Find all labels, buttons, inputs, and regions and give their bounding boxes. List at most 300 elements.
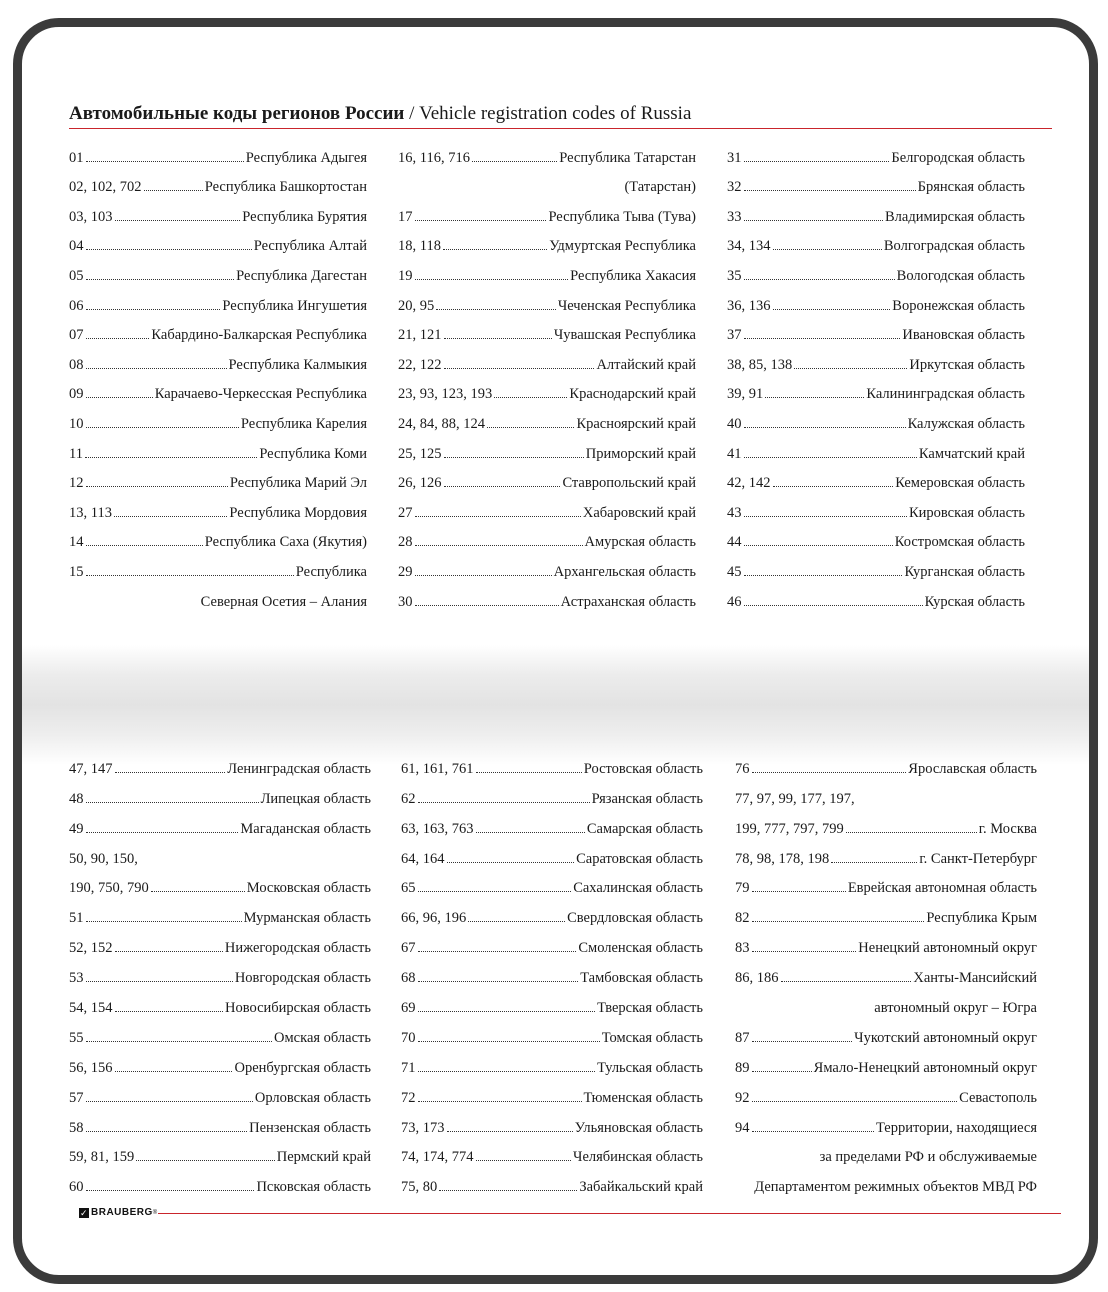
- region-name: Республика Саха (Якутия): [204, 534, 367, 551]
- region-name: Департаментом режимных объектов МВД РФ: [754, 1179, 1037, 1196]
- region-name: Республика Мордовия: [229, 504, 367, 521]
- region-row: [401, 778, 703, 808]
- region-name: Республика Карелия: [240, 415, 367, 432]
- region-row: [401, 838, 703, 868]
- region-code: 49: [69, 820, 84, 837]
- region-row: [69, 581, 367, 611]
- region-row: [69, 522, 367, 552]
- region-row: [727, 255, 1025, 285]
- dot-leader: [744, 457, 917, 458]
- region-name: Астраханская область: [560, 593, 696, 610]
- region-row: [401, 897, 703, 927]
- region-code: 71: [401, 1059, 416, 1076]
- dot-leader: [86, 161, 244, 162]
- region-code: 07: [69, 327, 84, 344]
- title-divider: [69, 128, 1052, 129]
- dot-leader: [744, 220, 884, 221]
- dot-leader: [86, 279, 235, 280]
- dot-leader: [773, 249, 882, 250]
- dot-leader: [86, 486, 228, 487]
- region-code: 43: [727, 504, 742, 521]
- region-name: Республика Марий Эл: [229, 475, 367, 492]
- region-row: [398, 522, 696, 552]
- region-code: 33: [727, 208, 742, 225]
- region-name: Московская область: [246, 880, 371, 897]
- region-code: 50, 90, 150,: [69, 850, 138, 867]
- region-row: [398, 403, 696, 433]
- dot-leader: [86, 1190, 255, 1191]
- region-name: Сахалинская область: [573, 880, 703, 897]
- region-name: Тюменская область: [583, 1089, 703, 1106]
- dot-leader: [444, 486, 561, 487]
- region-code: 36, 136: [727, 297, 771, 314]
- region-code: 05: [69, 267, 84, 284]
- region-code: 65: [401, 880, 416, 897]
- region-name: Курганская область: [904, 563, 1025, 580]
- region-row: [401, 1107, 703, 1137]
- dot-leader: [752, 1101, 958, 1102]
- region-name: Кемеровская область: [895, 475, 1025, 492]
- region-row: [398, 492, 696, 522]
- region-row: [727, 167, 1025, 197]
- region-name: Свердловская область: [567, 910, 703, 927]
- region-name: Иркутская область: [909, 356, 1025, 373]
- region-code: 16, 116, 716: [398, 149, 470, 166]
- region-row: [401, 1137, 703, 1167]
- region-code: 42, 142: [727, 475, 771, 492]
- region-row: [735, 1077, 1037, 1107]
- dot-leader: [472, 161, 557, 162]
- dot-leader: [415, 516, 581, 517]
- dot-leader: [752, 1131, 874, 1132]
- region-row: [735, 868, 1037, 898]
- region-row: [69, 551, 367, 581]
- region-name: Республика Ингушетия: [222, 297, 367, 314]
- region-name: Тверская область: [597, 1000, 703, 1017]
- region-row: [735, 1166, 1037, 1196]
- region-name: Новгородская область: [234, 970, 371, 987]
- codes-column-4: [69, 748, 371, 1196]
- dot-leader: [418, 1101, 582, 1102]
- dot-leader: [86, 1101, 253, 1102]
- region-row: [727, 463, 1025, 493]
- region-name: Еврейская автономная область: [847, 880, 1037, 897]
- region-row: [398, 551, 696, 581]
- page-title: [69, 103, 691, 125]
- region-code: 55: [69, 1029, 84, 1046]
- region-code: 58: [69, 1119, 84, 1136]
- page-frame: [13, 18, 1098, 1284]
- region-name: Новосибирская область: [225, 1000, 371, 1017]
- dot-leader: [794, 368, 907, 369]
- dot-leader: [86, 832, 239, 833]
- region-name: Ивановская область: [902, 327, 1025, 344]
- region-name: Ненецкий автономный округ: [858, 940, 1037, 957]
- region-row: [727, 492, 1025, 522]
- region-code: 34, 134: [727, 238, 771, 255]
- region-row: [69, 957, 371, 987]
- region-row: [727, 581, 1025, 611]
- region-name: за пределами РФ и обслуживаемые: [819, 1149, 1037, 1166]
- title-english: / Vehicle registration codes of Russia: [409, 103, 692, 124]
- region-row: [398, 315, 696, 345]
- region-name: Хабаровский край: [582, 504, 696, 521]
- dot-leader: [443, 249, 547, 250]
- region-name: Томская область: [601, 1029, 703, 1046]
- region-row: [401, 1047, 703, 1077]
- region-name: Ханты-Мансийский: [913, 970, 1037, 987]
- region-row: [727, 137, 1025, 167]
- region-code: 02, 102, 702: [69, 179, 142, 196]
- region-code: 94: [735, 1119, 750, 1136]
- brand-check-icon: ✓: [79, 1207, 89, 1218]
- region-name: Республика Дагестан: [236, 267, 367, 284]
- dot-leader: [85, 457, 257, 458]
- region-name: Республика Калмыкия: [228, 356, 367, 373]
- region-name: Кабардино-Балкарская Республика: [151, 327, 367, 344]
- region-code: 73, 173: [401, 1119, 445, 1136]
- region-code: 64, 164: [401, 850, 445, 867]
- region-code: 82: [735, 910, 750, 927]
- region-name: Тамбовская область: [580, 970, 703, 987]
- region-name: Республика Бурятия: [242, 208, 367, 225]
- brand-name: BRAUBERG: [91, 1207, 153, 1218]
- region-name: Республика Тыва (Тува): [548, 208, 696, 225]
- region-name: Севастополь: [959, 1089, 1037, 1106]
- region-row: [398, 344, 696, 374]
- region-code: 51: [69, 910, 84, 927]
- region-name: Ростовская область: [583, 760, 703, 777]
- dot-leader: [744, 338, 901, 339]
- region-row: [69, 1107, 371, 1137]
- dot-leader: [418, 1011, 596, 1012]
- region-code: 12: [69, 475, 84, 492]
- region-code: 72: [401, 1089, 416, 1106]
- region-name: Территории, находящиеся: [875, 1119, 1037, 1136]
- region-row: [401, 1017, 703, 1047]
- region-row: [401, 748, 703, 778]
- region-row: [727, 374, 1025, 404]
- region-row: [401, 868, 703, 898]
- dot-leader: [752, 921, 925, 922]
- page-fold: [22, 645, 1089, 765]
- region-row: [401, 808, 703, 838]
- dot-leader: [444, 368, 595, 369]
- dot-leader: [415, 220, 547, 221]
- region-code: 47, 147: [69, 760, 113, 777]
- region-code: 60: [69, 1179, 84, 1196]
- region-name: Костромская область: [894, 534, 1025, 551]
- region-row: [727, 522, 1025, 552]
- footer-divider: [158, 1213, 1061, 1214]
- region-name: Краснодарский край: [569, 386, 696, 403]
- region-code: 13, 113: [69, 504, 112, 521]
- region-row: [69, 838, 371, 868]
- brand-logo: [79, 1207, 158, 1218]
- dot-leader: [744, 279, 895, 280]
- dot-leader: [418, 981, 579, 982]
- dot-leader: [444, 457, 584, 458]
- region-row: [69, 868, 371, 898]
- dot-leader: [86, 1041, 273, 1042]
- dot-leader: [494, 397, 567, 398]
- dot-leader: [115, 1011, 224, 1012]
- region-row: [727, 196, 1025, 226]
- dot-leader: [831, 862, 917, 863]
- region-name: Республика Хакасия: [570, 267, 696, 284]
- region-name: Белгородская область: [891, 149, 1025, 166]
- region-name: Омская область: [274, 1029, 371, 1046]
- region-row: [69, 897, 371, 927]
- dot-leader: [144, 190, 203, 191]
- dot-leader: [151, 891, 245, 892]
- region-row: [401, 957, 703, 987]
- dot-leader: [115, 951, 223, 952]
- region-row: [727, 551, 1025, 581]
- region-code: 20, 95: [398, 297, 435, 314]
- region-code: 08: [69, 356, 84, 373]
- region-code: 61, 161, 761: [401, 760, 474, 777]
- dot-leader: [773, 486, 894, 487]
- region-code: 70: [401, 1029, 416, 1046]
- dot-leader: [415, 575, 552, 576]
- region-code: 21, 121: [398, 327, 442, 344]
- region-name: Алтайский край: [596, 356, 696, 373]
- codes-column-2: [398, 137, 696, 611]
- dot-leader: [418, 951, 577, 952]
- region-name: Чеченская Республика: [557, 297, 696, 314]
- region-row: [69, 167, 367, 197]
- region-row: [69, 255, 367, 285]
- dot-leader: [744, 605, 923, 606]
- region-row: [69, 226, 367, 256]
- region-code: 48: [69, 790, 84, 807]
- region-row: [398, 137, 696, 167]
- region-code: 45: [727, 563, 742, 580]
- dot-leader: [86, 338, 150, 339]
- dot-leader: [752, 772, 907, 773]
- region-row: [401, 1166, 703, 1196]
- region-row: [735, 927, 1037, 957]
- region-code: 68: [401, 970, 416, 987]
- region-code: 76: [735, 760, 750, 777]
- region-name: Магаданская область: [240, 820, 371, 837]
- region-code: 79: [735, 880, 750, 897]
- region-code: 04: [69, 238, 84, 255]
- codes-column-1: [69, 137, 367, 611]
- region-name: Челябинская область: [573, 1149, 703, 1166]
- region-code: 28: [398, 534, 413, 551]
- region-name: Тульская область: [597, 1059, 703, 1076]
- region-row: [727, 315, 1025, 345]
- region-row: [735, 748, 1037, 778]
- region-row: [735, 838, 1037, 868]
- region-name: Амурская область: [584, 534, 696, 551]
- region-code: 52, 152: [69, 940, 113, 957]
- region-code: 199, 777, 797, 799: [735, 820, 844, 837]
- region-row: [398, 167, 696, 197]
- dot-leader: [86, 309, 221, 310]
- region-name: Пермский край: [276, 1149, 371, 1166]
- region-row: [735, 1047, 1037, 1077]
- title-russian: Автомобильные коды регионов России: [69, 103, 405, 124]
- region-name: Нижегородская область: [224, 940, 371, 957]
- region-name: Кировская область: [908, 504, 1025, 521]
- region-name: Приморский край: [585, 445, 696, 462]
- dot-leader: [773, 309, 891, 310]
- region-name: Оренбургская область: [234, 1059, 371, 1076]
- region-code: 46: [727, 593, 742, 610]
- region-name: Республика Татарстан: [559, 149, 696, 166]
- region-code: 44: [727, 534, 742, 551]
- region-code: 57: [69, 1089, 84, 1106]
- region-code: 53: [69, 970, 84, 987]
- region-row: [735, 1107, 1037, 1137]
- dot-leader: [86, 802, 259, 803]
- region-name: Архангельская область: [553, 563, 696, 580]
- dot-leader: [781, 981, 912, 982]
- region-row: [735, 778, 1037, 808]
- region-name: Забайкальский край: [579, 1179, 703, 1196]
- region-code: 01: [69, 149, 84, 166]
- region-code: 74, 174, 774: [401, 1149, 474, 1166]
- region-code: 40: [727, 415, 742, 432]
- region-code: 75, 80: [401, 1179, 438, 1196]
- region-code: 78, 98, 178, 198: [735, 850, 830, 867]
- dot-leader: [86, 981, 233, 982]
- region-name: Ульяновская область: [574, 1119, 703, 1136]
- region-code: 62: [401, 790, 416, 807]
- dot-leader: [752, 891, 846, 892]
- region-row: [69, 285, 367, 315]
- region-name: Рязанская область: [591, 790, 703, 807]
- dot-leader: [115, 220, 241, 221]
- dot-leader: [418, 1041, 600, 1042]
- region-code: 19: [398, 267, 413, 284]
- region-code: 86, 186: [735, 970, 779, 987]
- region-row: [69, 403, 367, 433]
- region-row: [69, 987, 371, 1017]
- dot-leader: [86, 368, 227, 369]
- region-name: Ямало-Ненецкий автономный округ: [813, 1059, 1037, 1076]
- region-row: [69, 1166, 371, 1196]
- region-name: Орловская область: [254, 1089, 371, 1106]
- region-name: Псковская область: [256, 1179, 371, 1196]
- region-name: Ленинградская область: [227, 760, 371, 777]
- region-name: Волгоградская область: [883, 238, 1025, 255]
- dot-leader: [447, 862, 575, 863]
- codes-column-3: [727, 137, 1025, 611]
- region-row: [69, 137, 367, 167]
- dot-leader: [744, 427, 906, 428]
- region-name: Владимирская область: [885, 208, 1025, 225]
- dot-leader: [744, 190, 916, 191]
- region-code: 30: [398, 593, 413, 610]
- region-row: [69, 374, 367, 404]
- region-name: Республика Башкортостан: [204, 179, 367, 196]
- region-row: [398, 581, 696, 611]
- region-code: 83: [735, 940, 750, 957]
- dot-leader: [86, 397, 153, 398]
- region-code: 10: [69, 415, 84, 432]
- region-row: [69, 344, 367, 374]
- region-code: 25, 125: [398, 445, 442, 462]
- region-code: 77, 97, 99, 177, 197,: [735, 790, 855, 807]
- region-row: [69, 492, 367, 522]
- region-name: Карачаево-Черкесская Республика: [154, 386, 367, 403]
- region-row: [69, 927, 371, 957]
- region-name: Мурманская область: [243, 910, 371, 927]
- region-row: [398, 255, 696, 285]
- region-row: [69, 433, 367, 463]
- dot-leader: [447, 1131, 573, 1132]
- region-name: Липецкая область: [260, 790, 371, 807]
- region-name: Брянская область: [917, 179, 1025, 196]
- region-name: г. Санкт-Петербург: [919, 850, 1037, 867]
- region-row: [401, 987, 703, 1017]
- region-code: 11: [69, 445, 83, 462]
- region-name: Калининградская область: [866, 386, 1025, 403]
- codes-column-5: [401, 748, 703, 1196]
- region-name: Курская область: [924, 593, 1025, 610]
- region-code: 15: [69, 563, 84, 580]
- dot-leader: [744, 161, 890, 162]
- dot-leader: [115, 1071, 233, 1072]
- region-row: [735, 808, 1037, 838]
- region-code: 03, 103: [69, 208, 113, 225]
- dot-leader: [846, 832, 977, 833]
- region-code: 92: [735, 1089, 750, 1106]
- region-row: [69, 1047, 371, 1077]
- region-row: [735, 987, 1037, 1017]
- dot-leader: [418, 891, 572, 892]
- region-name: Воронежская область: [892, 297, 1025, 314]
- region-name: г. Москва: [978, 820, 1037, 837]
- dot-leader: [752, 951, 857, 952]
- region-row: [69, 778, 371, 808]
- dot-leader: [86, 1131, 248, 1132]
- region-name: Самарская область: [586, 820, 703, 837]
- region-code: 39, 91: [727, 386, 764, 403]
- region-name: автономный округ – Югра: [874, 1000, 1037, 1017]
- region-row: [69, 463, 367, 493]
- region-name: Ставропольский край: [562, 475, 696, 492]
- region-name: Республика Алтай: [253, 238, 367, 255]
- region-row: [69, 315, 367, 345]
- dot-leader: [476, 832, 585, 833]
- region-code: 06: [69, 297, 84, 314]
- region-name: Саратовская область: [576, 850, 703, 867]
- region-code: 54, 154: [69, 1000, 113, 1017]
- dot-leader: [86, 427, 239, 428]
- region-name: Смоленская область: [578, 940, 703, 957]
- region-name: (Татарстан): [624, 179, 696, 196]
- codes-column-6: [735, 748, 1037, 1196]
- dot-leader: [418, 802, 590, 803]
- region-code: 66, 96, 196: [401, 910, 467, 927]
- region-code: 87: [735, 1029, 750, 1046]
- region-code: 69: [401, 1000, 416, 1017]
- region-code: 18, 118: [398, 238, 441, 255]
- region-row: [69, 1077, 371, 1107]
- region-code: 31: [727, 149, 742, 166]
- region-row: [735, 1137, 1037, 1167]
- region-name: Ярославская область: [908, 760, 1037, 777]
- region-row: [69, 196, 367, 226]
- region-row: [69, 1017, 371, 1047]
- region-row: [401, 927, 703, 957]
- dot-leader: [476, 772, 582, 773]
